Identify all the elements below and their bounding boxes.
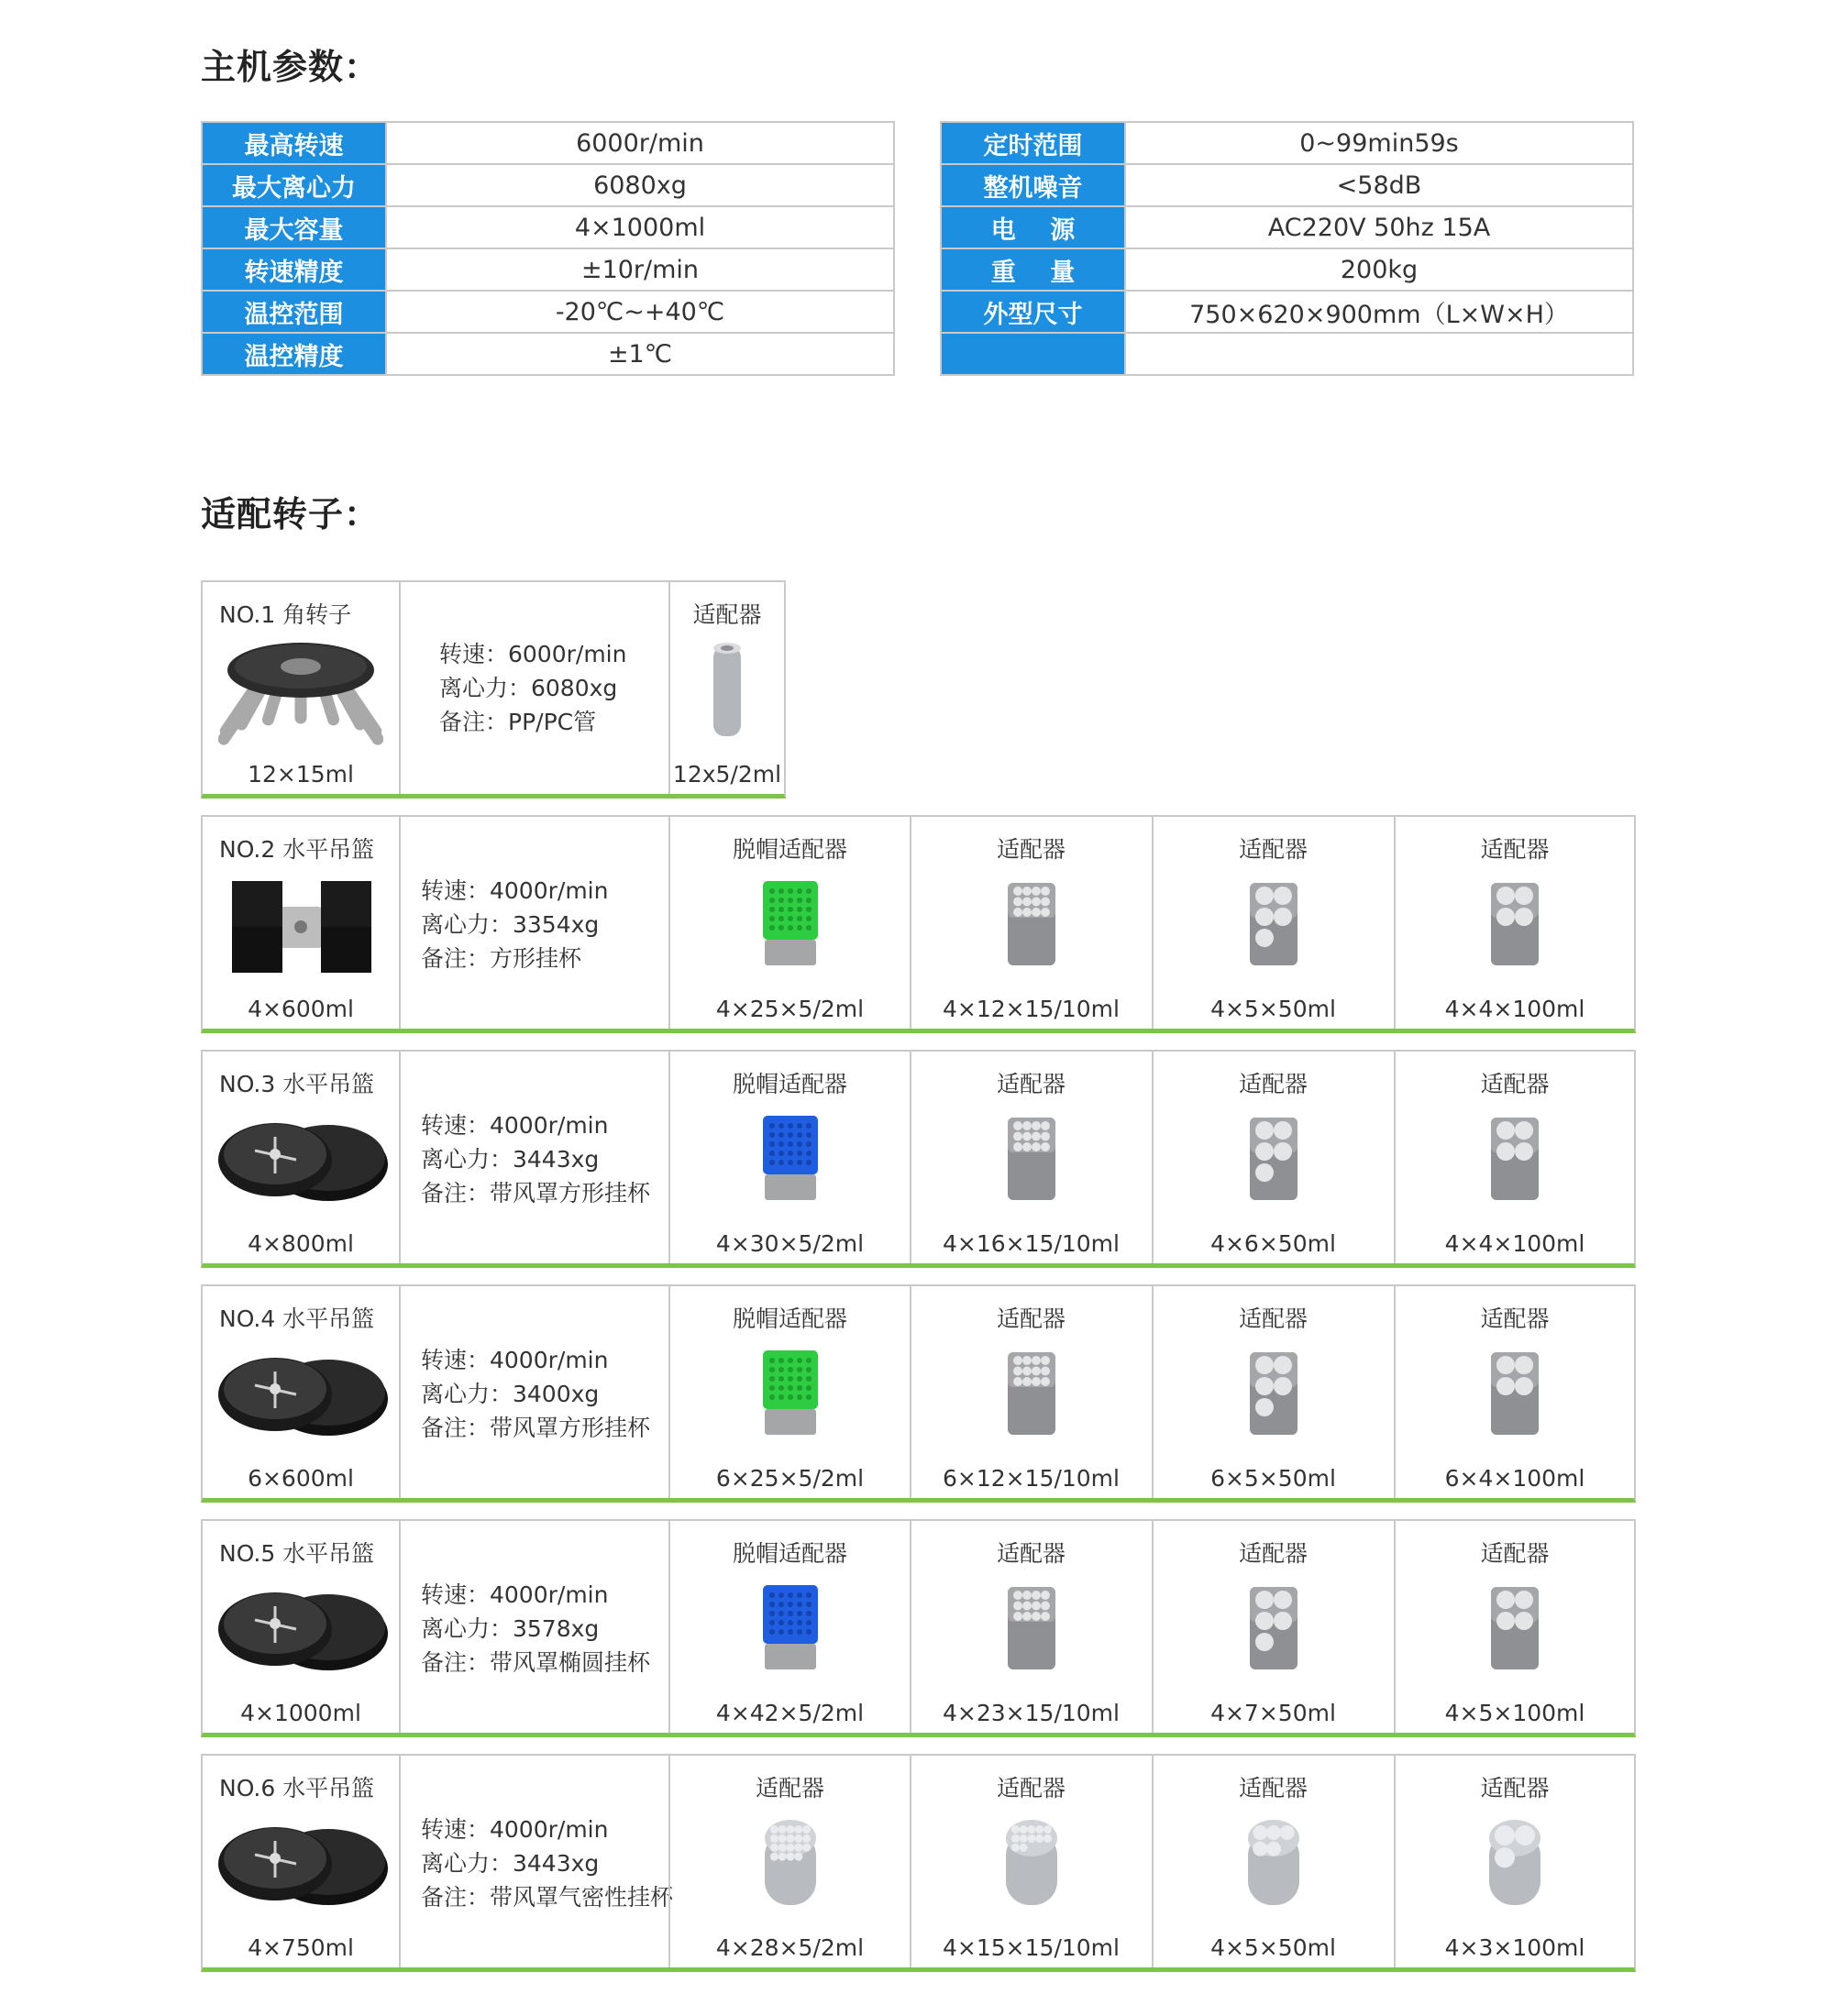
rotor-name: NO.3 水平吊篮	[219, 1071, 375, 1097]
rotor-cell	[203, 1521, 399, 1733]
gray-block-icon	[1002, 1583, 1061, 1679]
adapter-cell	[668, 1756, 910, 1967]
rotor-spec-cell	[399, 1052, 668, 1263]
adapter-label: 适配器	[1480, 1305, 1550, 1332]
adapter-label: 适配器	[1238, 836, 1308, 863]
adapter-label: 适配器	[996, 1305, 1066, 1332]
adapter-cell	[910, 1521, 1151, 1733]
param-value: 4×1000ml	[386, 206, 894, 248]
rotor-speed: 转速：4000r/min	[421, 1112, 609, 1139]
rotor-spec-cell	[399, 1756, 674, 1967]
adapter-label: 脱帽适配器	[732, 1540, 847, 1567]
param-value: 0~99min59s	[1125, 122, 1633, 164]
rotor-speed: 转速：4000r/min	[421, 877, 609, 904]
param-value: 6000r/min	[386, 122, 894, 164]
adapter-label: 适配器	[1480, 1071, 1550, 1097]
rotor-specs	[421, 1578, 650, 1680]
param-key: 最高转速	[202, 122, 386, 164]
host-params-table-right	[940, 121, 1634, 376]
adapter-spec: 4×42×5/2ml	[715, 1700, 865, 1726]
adapter-spec: 4×5×50ml	[1210, 996, 1336, 1022]
gray-block-icon	[1244, 1349, 1303, 1444]
gray-block-icon	[1485, 1583, 1544, 1679]
rotor-cell	[203, 1052, 399, 1263]
rotor-row	[201, 1519, 1636, 1737]
adapter-cell	[668, 1286, 910, 1498]
rotor-row	[201, 1050, 1636, 1268]
gray-block-icon	[1244, 879, 1303, 975]
adapter-spec: 4×7×50ml	[1210, 1700, 1336, 1726]
rotor-speed: 转速：6000r/min	[439, 641, 627, 667]
rotor-note: 备注：PP/PC管	[439, 709, 597, 735]
param-key: 定时范围	[941, 122, 1125, 164]
rotor-specs	[421, 1108, 650, 1210]
rotor-name: NO.5 水平吊篮	[219, 1540, 375, 1567]
rotor-force: 离心力：3354xg	[421, 911, 600, 938]
adapter-cell	[1152, 1756, 1393, 1967]
rotor-force: 离心力：3400xg	[421, 1381, 600, 1407]
rotor-row	[201, 1284, 1636, 1503]
round-adapter-icon	[1002, 1818, 1061, 1913]
covered-rotor-icon	[209, 1096, 392, 1218]
adapter-spec: 4×30×5/2ml	[715, 1230, 865, 1257]
rotor-row	[201, 815, 1636, 1033]
rotor-note: 备注：带风罩气密性挂杯	[421, 1884, 674, 1911]
rotor-cell	[203, 1756, 399, 1967]
gray-block-icon	[1485, 1114, 1544, 1209]
section-title-host-params: 主机参数：	[201, 47, 381, 87]
blue-rack-icon	[761, 1583, 820, 1679]
param-key: 重 量	[941, 248, 1125, 291]
adapter-spec: 4×4×100ml	[1444, 996, 1585, 1022]
adapter-label: 适配器	[755, 1775, 824, 1801]
param-key: 外型尺寸	[941, 291, 1125, 333]
param-value: ±1℃	[386, 333, 894, 375]
rotor-spec-cell	[399, 817, 668, 1029]
adapter-spec: 12x5/2ml	[672, 761, 782, 788]
rotor-force: 离心力：6080xg	[439, 675, 618, 701]
adapter-spec: 4×15×15/10ml	[943, 1934, 1120, 1961]
gray-block-icon	[1002, 879, 1061, 975]
adapter-spec: 4×5×50ml	[1210, 1934, 1336, 1961]
section-title-rotors: 适配转子：	[201, 494, 381, 534]
adapter-spec: 4×23×15/10ml	[943, 1700, 1120, 1726]
param-value: 6080xg	[386, 164, 894, 206]
param-value: 200kg	[1125, 248, 1633, 291]
adapter-spec: 4×5×100ml	[1444, 1700, 1585, 1726]
adapter-spec: 4×12×15/10ml	[943, 996, 1120, 1022]
adapter-cell	[1394, 1052, 1634, 1263]
rotor-spec-cell	[399, 1286, 668, 1498]
rotor-force: 离心力：3443xg	[421, 1850, 600, 1877]
adapter-label: 脱帽适配器	[732, 1305, 847, 1332]
adapter-cell	[668, 1521, 910, 1733]
adapter-spec: 4×16×15/10ml	[943, 1230, 1120, 1257]
adapter-label: 适配器	[996, 1071, 1066, 1097]
adapter-spec: 4×6×50ml	[1210, 1230, 1336, 1257]
param-key: 最大容量	[202, 206, 386, 248]
rotor-row	[201, 1754, 1636, 1972]
covered-rotor-icon	[209, 1330, 392, 1453]
rotor-row	[201, 580, 786, 799]
param-key: 转速精度	[202, 248, 386, 291]
adapter-label: 适配器	[1480, 1775, 1550, 1801]
adapter-cell	[1152, 1052, 1393, 1263]
param-value: AC220V 50hz 15A	[1125, 206, 1633, 248]
gray-block-icon	[1002, 1349, 1061, 1444]
adapter-label: 适配器	[996, 1540, 1066, 1567]
rotor-spec-cell	[399, 582, 668, 794]
gray-block-icon	[1485, 1349, 1544, 1444]
adapter-cell	[910, 1286, 1151, 1498]
rotor-name: NO.6 水平吊篮	[219, 1775, 375, 1801]
swing-bucket-rotor-icon	[218, 861, 383, 984]
rotor-specs	[421, 1343, 650, 1445]
adapter-label: 适配器	[1480, 836, 1550, 863]
param-value	[1125, 333, 1633, 375]
rotor-speed: 转速：4000r/min	[421, 1816, 609, 1843]
adapter-cell	[1394, 1521, 1634, 1733]
adapter-cell	[668, 817, 910, 1029]
rotor-specs	[421, 874, 608, 975]
param-key: 温控范围	[202, 291, 386, 333]
rotor-cell	[203, 817, 399, 1029]
rotor-spec-cell	[399, 1521, 668, 1733]
param-value: ±10r/min	[386, 248, 894, 291]
gray-block-icon	[1485, 879, 1544, 975]
round-adapter-icon	[1244, 1818, 1303, 1913]
round-adapter-icon	[761, 1818, 820, 1913]
rotor-capacity: 12×15ml	[248, 761, 354, 788]
blue-rack-icon	[761, 1114, 820, 1209]
green-rack-icon	[761, 879, 820, 975]
host-params-table-left	[201, 121, 895, 376]
rotor-capacity: 4×800ml	[248, 1230, 354, 1257]
adapter-spec: 6×12×15/10ml	[943, 1465, 1120, 1492]
rotor-specs	[439, 637, 626, 739]
adapter-cell	[910, 817, 1151, 1029]
adapter-label: 适配器	[996, 836, 1066, 863]
rotor-force: 离心力：3578xg	[421, 1615, 600, 1642]
rotor-force: 离心力：3443xg	[421, 1146, 600, 1173]
rotor-speed: 转速：4000r/min	[421, 1581, 609, 1608]
gray-block-icon	[1244, 1114, 1303, 1209]
adapter-label: 脱帽适配器	[732, 1071, 847, 1097]
adapter-cell	[910, 1756, 1151, 1967]
param-key	[941, 333, 1125, 375]
adapter-label: 脱帽适配器	[732, 836, 847, 863]
param-key: 电 源	[941, 206, 1125, 248]
adapter-cell	[910, 1052, 1151, 1263]
adapter-cell	[668, 1052, 910, 1263]
adapter-label: 适配器	[692, 601, 762, 628]
adapter-spec: 4×28×5/2ml	[715, 1934, 865, 1961]
adapter-cell	[1394, 1286, 1634, 1498]
rotor-note: 备注：带风罩方形挂杯	[421, 1180, 651, 1206]
rotor-cell	[203, 582, 399, 794]
adapter-label: 适配器	[1238, 1540, 1308, 1567]
rotor-note: 备注：方形挂杯	[421, 945, 582, 972]
param-key: 整机噪音	[941, 164, 1125, 206]
rotor-capacity: 4×600ml	[248, 996, 354, 1022]
param-value: -20℃~+40℃	[386, 291, 894, 333]
adapter-label: 适配器	[1238, 1071, 1308, 1097]
rotor-name: NO.2 水平吊篮	[219, 836, 375, 863]
rotor-note: 备注：带风罩方形挂杯	[421, 1415, 651, 1441]
param-value: <58dB	[1125, 164, 1633, 206]
rotor-name: NO.1 角转子	[219, 601, 352, 628]
adapter-cell	[1152, 1286, 1393, 1498]
adapter-label: 适配器	[996, 1775, 1066, 1801]
adapter-cell	[1394, 1756, 1634, 1967]
gray-block-icon	[1002, 1114, 1061, 1209]
gray-block-icon	[1244, 1583, 1303, 1679]
rotor-capacity: 4×750ml	[248, 1934, 354, 1961]
rotor-cell	[203, 1286, 399, 1498]
adapter-cell	[1152, 1521, 1393, 1733]
adapter-cell	[668, 582, 784, 794]
covered-rotor-icon	[209, 1565, 392, 1688]
rotor-capacity: 4×1000ml	[240, 1700, 361, 1726]
param-key: 最大离心力	[202, 164, 386, 206]
rotor-capacity: 6×600ml	[248, 1465, 354, 1492]
rotor-specs	[421, 1812, 673, 1914]
adapter-spec: 4×25×5/2ml	[715, 996, 865, 1022]
param-value: 750×620×900mm（L×W×H）	[1125, 291, 1633, 333]
angle-rotor-icon	[218, 626, 383, 749]
green-rack-icon	[761, 1349, 820, 1444]
rotor-name: NO.4 水平吊篮	[219, 1305, 375, 1332]
covered-rotor-icon	[209, 1800, 392, 1922]
adapter-spec: 4×3×100ml	[1444, 1934, 1585, 1961]
param-key: 温控精度	[202, 333, 386, 375]
adapter-spec: 4×4×100ml	[1444, 1230, 1585, 1257]
adapter-cell	[1394, 817, 1634, 1029]
adapter-spec: 6×25×5/2ml	[715, 1465, 865, 1492]
adapter-label: 适配器	[1238, 1775, 1308, 1801]
adapter-label: 适配器	[1480, 1540, 1550, 1567]
rotor-speed: 转速：4000r/min	[421, 1347, 609, 1373]
adapter-spec: 6×5×50ml	[1210, 1465, 1336, 1492]
tube-adapter-icon	[709, 639, 745, 744]
adapter-cell	[1152, 817, 1393, 1029]
rotor-note: 备注：带风罩椭圆挂杯	[421, 1649, 651, 1676]
round-adapter-icon	[1485, 1818, 1544, 1913]
adapter-spec: 6×4×100ml	[1444, 1465, 1585, 1492]
adapter-label: 适配器	[1238, 1305, 1308, 1332]
